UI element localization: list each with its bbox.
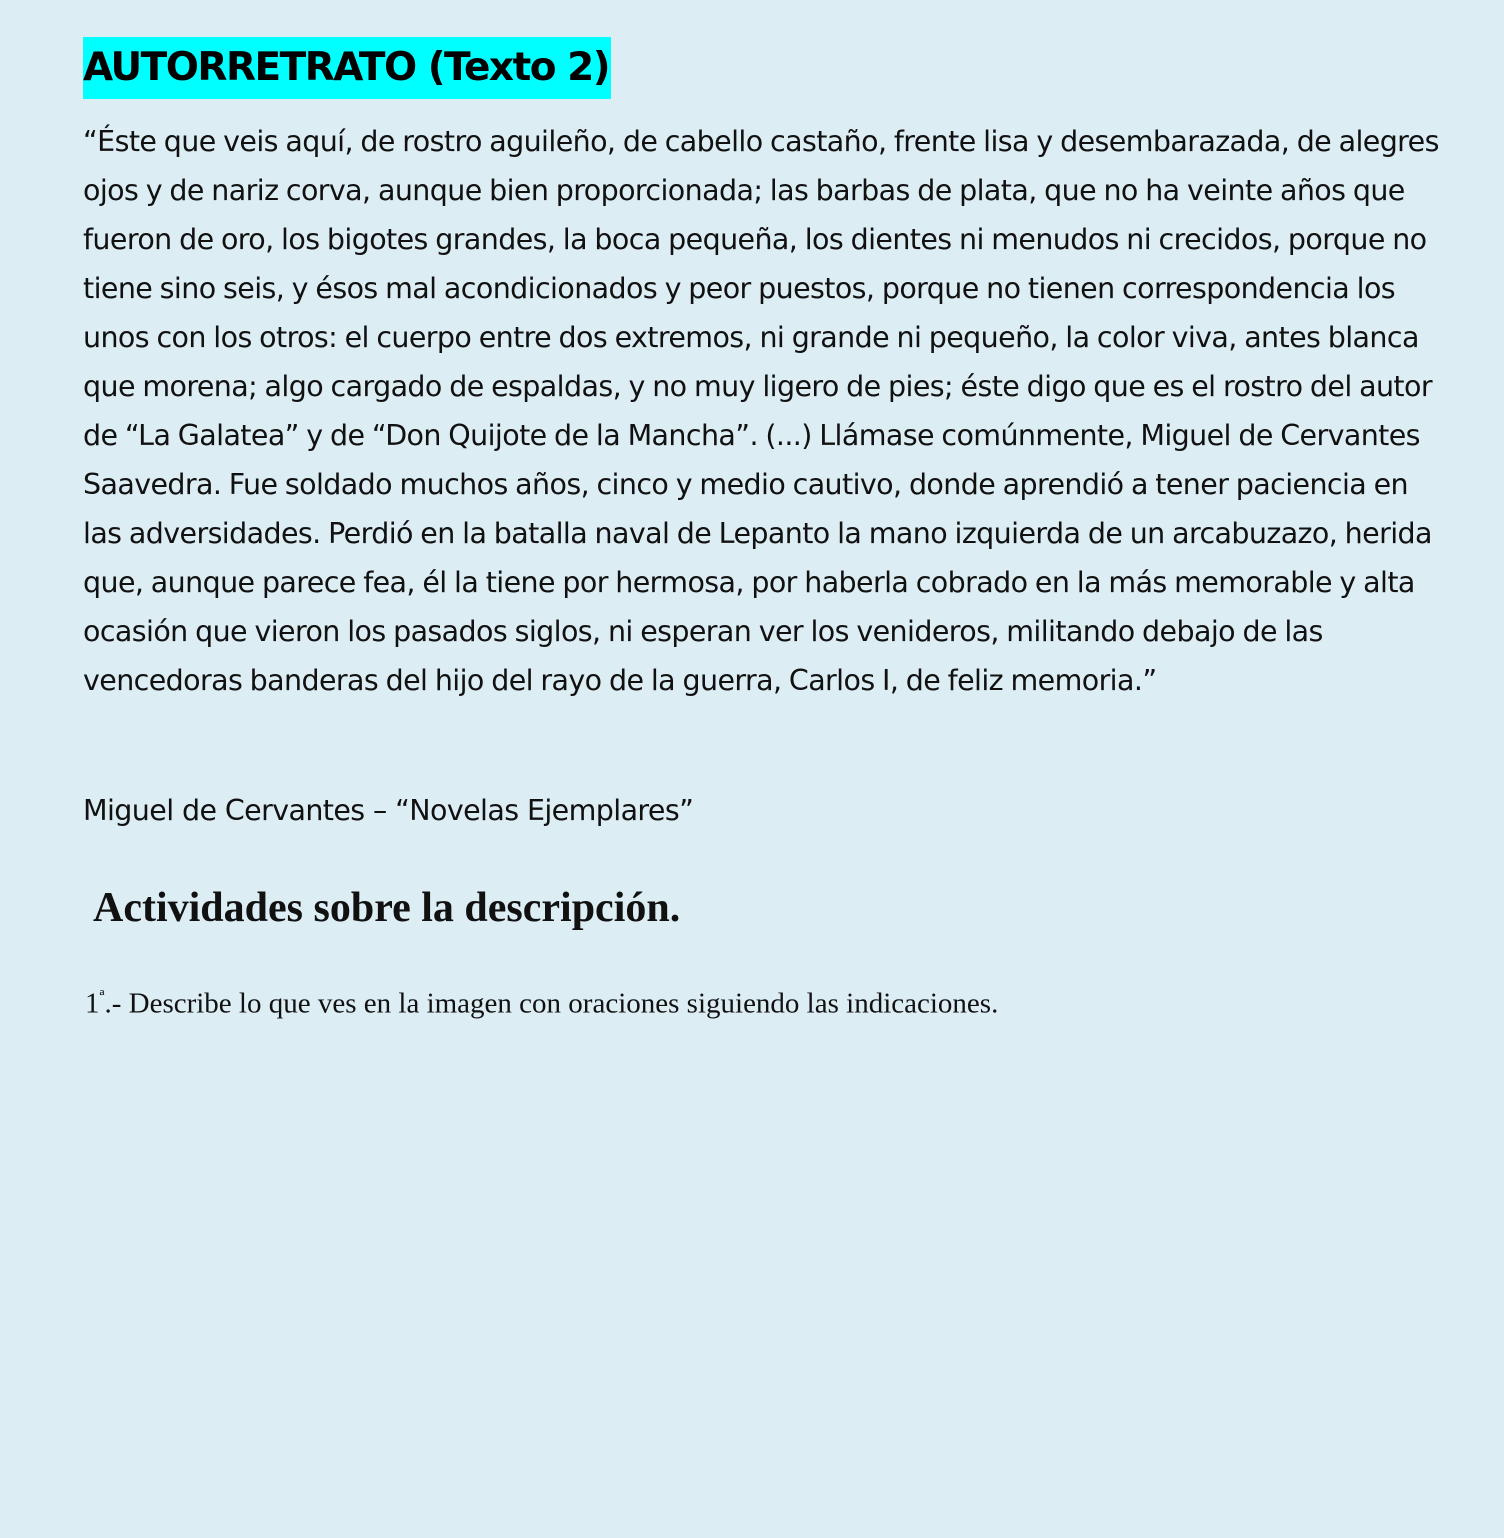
activities-heading: Actividades sobre la descripción. bbox=[93, 885, 681, 931]
activity-ordinal: ª bbox=[99, 986, 105, 1006]
activity-text: .- Describe lo que ves en la imagen con oraciones siguiendo las indicaciones. bbox=[104, 987, 999, 1020]
activity-item-1 bbox=[85, 976, 998, 1024]
activity-number: 1 bbox=[85, 987, 100, 1020]
quote-paragraph: “Éste que veis aquí, de rostro aguileño, de cabello castaño, frente lisa y desembarazada, de alegres ojos y de nariz corva, aunque bien proporcionada; las barbas de plata, que no ha veinte años que fueron de oro, los bigotes grandes, la boca pequeña, los dientes ni menudos ni crecidos, porque no tiene sino seis, y ésos mal acondicionados y peor puestos, porque no tienen correspondencia los unos con los otros: el cuerpo entre dos extremos, ni grande ni pequeño, la color viva, antes blanca que morena; algo cargado de espaldas, y no muy ligero de pies; éste digo que es el rostro del autor de “La Galatea” y de “Don Quijote de la Mancha”. (...) Llámase comúnmente, Miguel de Cervantes Saavedra. Fue soldado muchos años, cinco y medio cautivo, donde aprendió a tener paciencia en las adversidades. Perdió en la batalla naval de Lepanto la mano izquierda de un arcabuzazo, herida que, aunque parece fea, él la tiene por hermosa, por haberla cobrado en la más memorable y alta ocasión que vieron los pasados siglos, ni esperan ver los venideros, militando debajo de las vencedoras banderas del hijo del rayo de la guerra, Carlos I, de feliz memoria.” bbox=[83, 125, 1439, 697]
document-title: AUTORRETRATO (Texto 2) bbox=[83, 37, 611, 99]
attribution: Miguel de Cervantes – “Novelas Ejemplares” bbox=[83, 794, 694, 827]
